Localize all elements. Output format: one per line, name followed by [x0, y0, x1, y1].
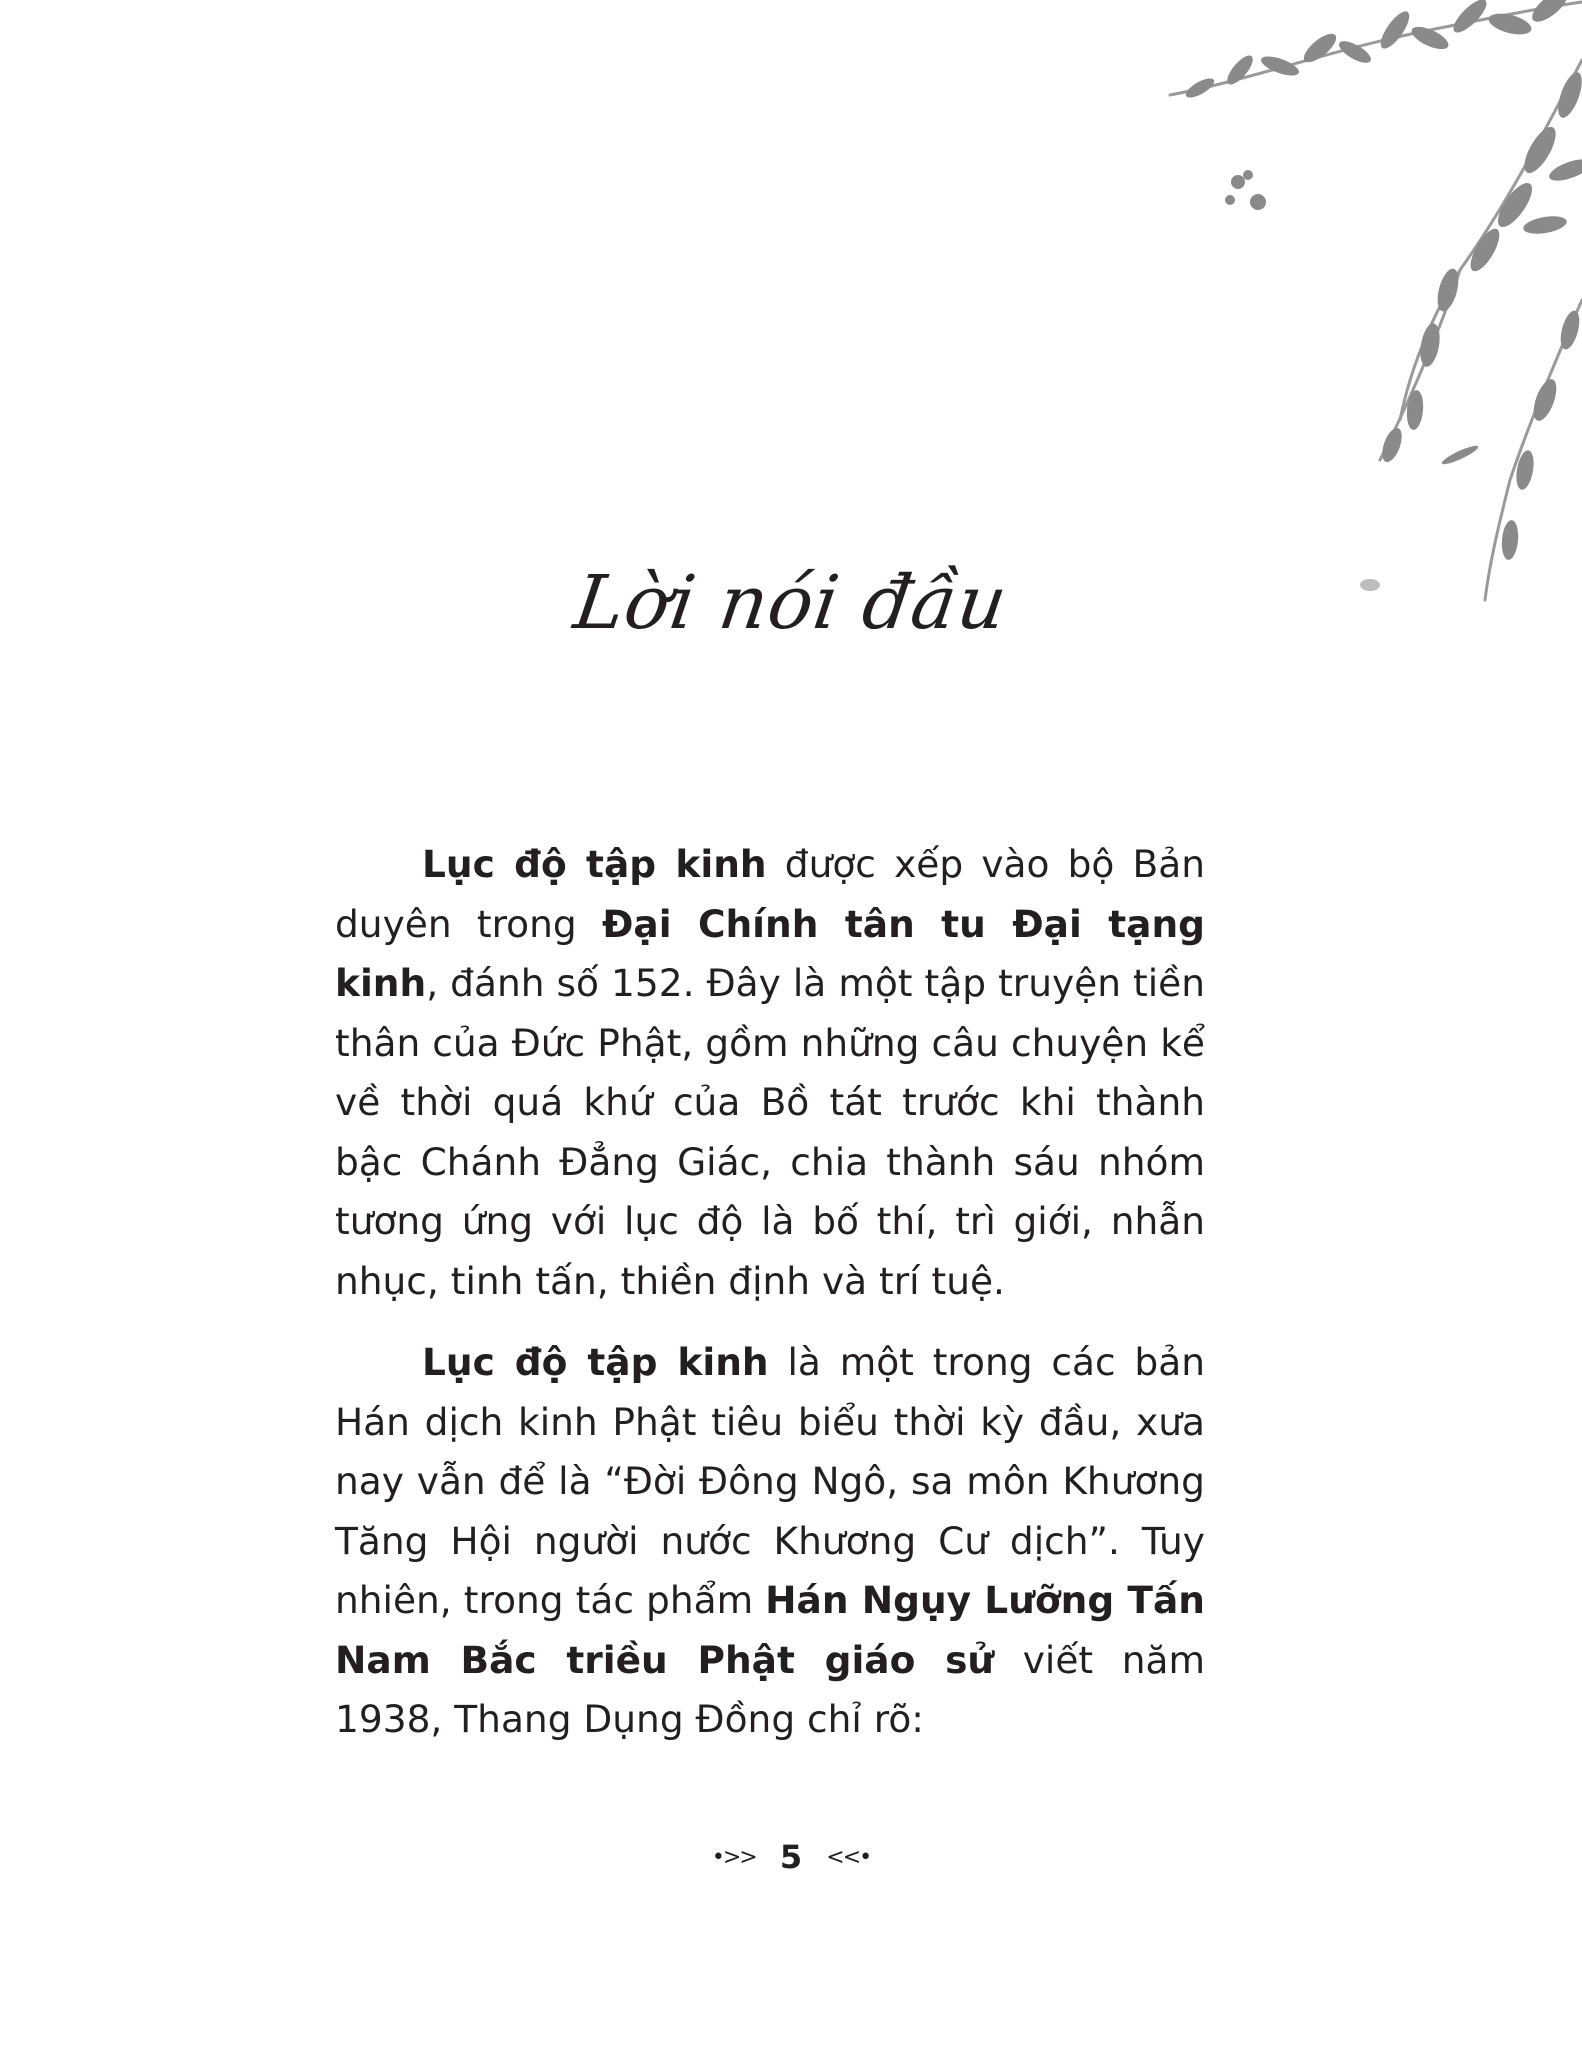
paragraph	[335, 1333, 1205, 1750]
paragraph-text: , đánh số 152. Đây là một tập truyện tiền thân của Đức Phật, gồm những câu chuyện kể về thời quá khứ của Bồ tát trước khi thành bậc Chánh Đẳng Giác, chia thành sáu nhóm tương ứng với lục độ là bố thí, trì giới, nhẫn nhục, tinh tấn, thiền định và trí tuệ.	[335, 961, 1205, 1303]
ornament-right: <<•	[826, 1845, 871, 1870]
page-number-footer	[0, 1838, 1582, 1876]
page-number: 5	[779, 1838, 803, 1876]
book-title-bold: Hán Ngụy Lưỡng Tấn Nam Bắc triều Phật giáo sử	[335, 1578, 1205, 1682]
ornament-left: •>>	[711, 1845, 756, 1870]
paragraph-text: viết năm 1938, Thang Dụng Đồng chỉ rõ:	[335, 1637, 1205, 1741]
body-text	[335, 835, 1205, 1772]
leaf-branch-icon	[1130, 0, 1582, 620]
paragraph-text: được xếp vào bộ Bản duyên trong	[335, 842, 1205, 946]
paragraph	[335, 835, 1205, 1311]
paragraph-text: là một trong các bản Hán dịch kinh Phật tiêu biểu thời kỳ đầu, xưa nay vẫn để là “Đời Đông Ngô, sa môn Khương Tăng Hội người nước Khương Cư dịch”. Tuy nhiên, trong tác phẩm	[335, 1340, 1205, 1622]
chapter-title: Lời nói đầu	[569, 560, 1013, 646]
book-title-bold: Lục độ tập kinh	[422, 1340, 769, 1384]
book-title-bold: Đại Chính tân tu Đại tạng kinh	[335, 901, 1205, 1005]
book-title-bold: Lục độ tập kinh	[422, 842, 767, 886]
